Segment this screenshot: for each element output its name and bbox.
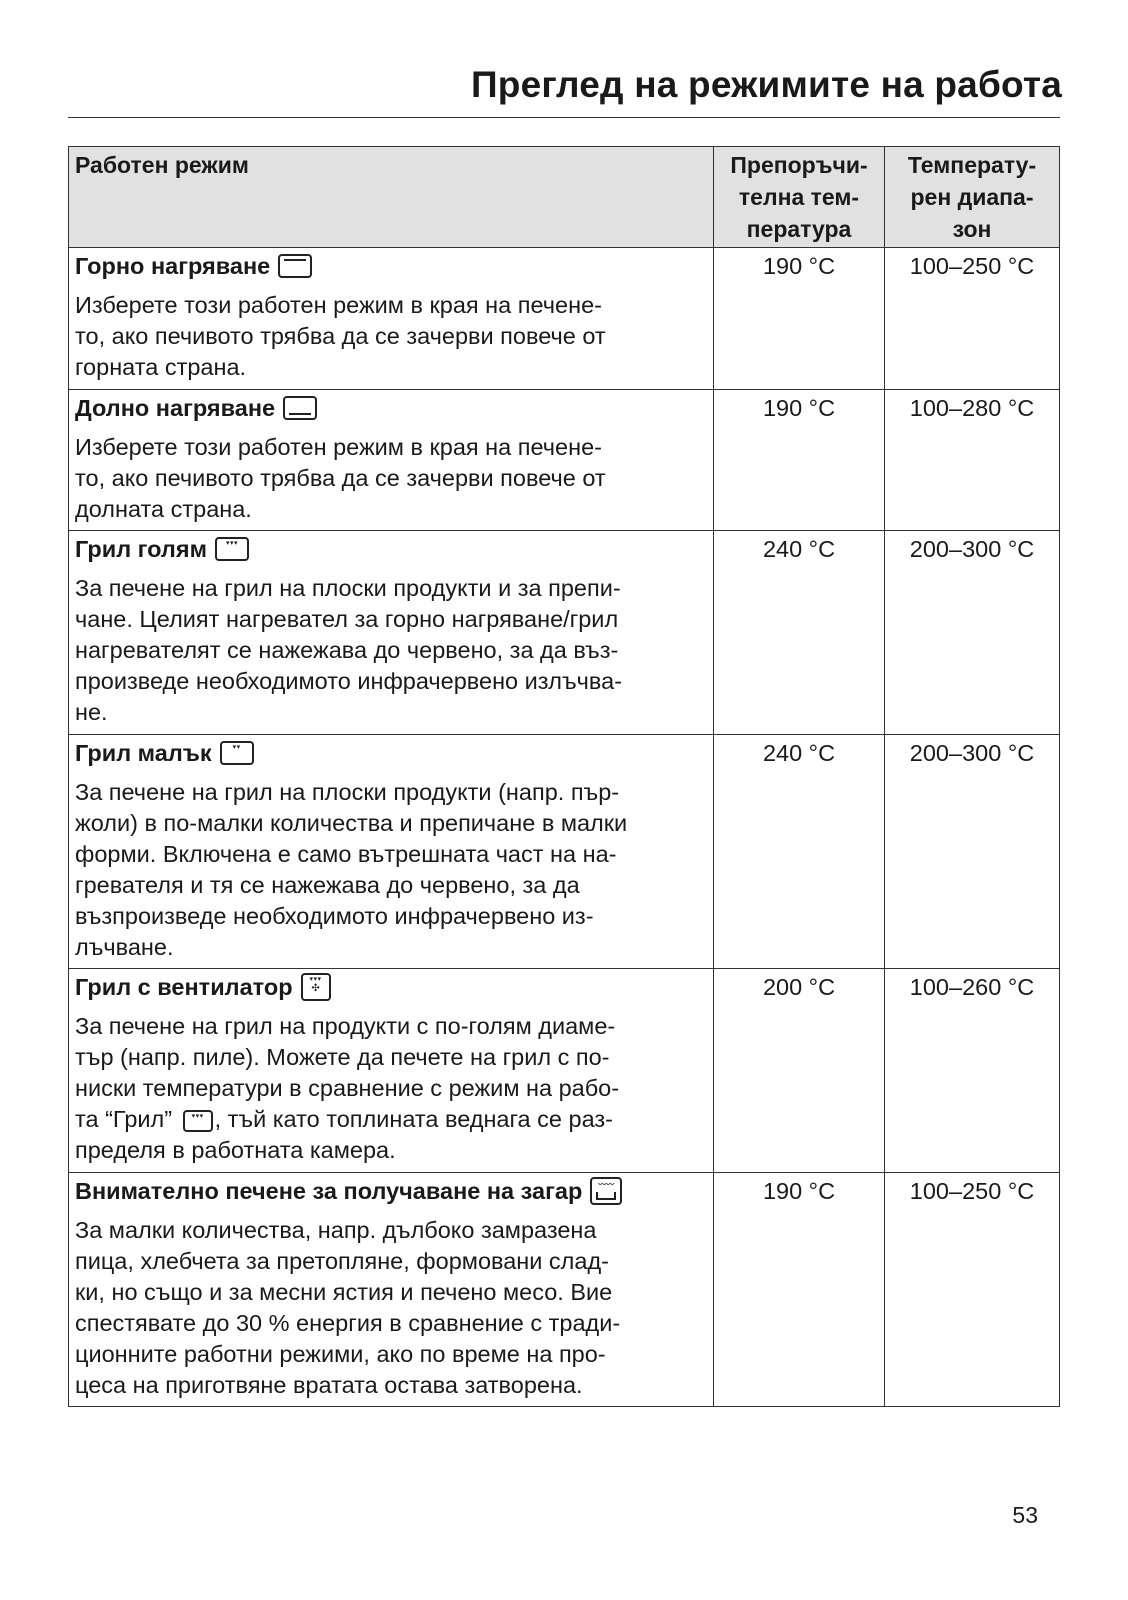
desc-line: не.: [75, 699, 108, 725]
bottom-heat-icon: [283, 396, 317, 420]
page-number: 53: [1012, 1502, 1038, 1528]
recommended-temp: 190 °C: [714, 390, 885, 531]
header-range-line: зон: [952, 216, 992, 242]
mode-description: [75, 1011, 709, 1166]
recommended-temp: 200 °C: [714, 969, 885, 1173]
recommended-temp: 240 °C: [714, 735, 885, 969]
grill-economy-icon: ▾▾: [220, 741, 254, 765]
mode-name: Грил с вентилатор: [75, 974, 293, 1000]
desc-line: ционните работни режими, ако по време на про-: [75, 1341, 606, 1367]
desc-line: чане. Целият нагревател за горно нагряване/грил: [75, 606, 619, 632]
mode-cell: [69, 390, 714, 531]
desc-line: тър (напр. пиле). Можете да печете на грил с по-: [75, 1044, 610, 1070]
desc-line: нагревателят се нажежава до червено, за да въз-: [75, 637, 619, 663]
desc-line: лъчване.: [75, 934, 174, 960]
table-row: [69, 969, 1060, 1173]
mode-name: Внимателно печене за получаване на загар: [75, 1178, 583, 1204]
fan-grill-icon: ▾▾▾ ✣: [301, 973, 331, 1001]
desc-line-with-icon: [75, 1104, 709, 1135]
mode-cell: [69, 969, 714, 1173]
table-row: [69, 531, 1060, 735]
header-mode-label: Работен режим: [75, 152, 249, 178]
recommended-temp: 190 °C: [714, 248, 885, 390]
top-heat-icon: [278, 254, 312, 278]
modes-table: [68, 146, 1060, 1407]
desc-line: форми. Включена е само вътрешната част на на-: [75, 841, 617, 867]
title-divider: [68, 117, 1060, 118]
desc-line: то, ако печивото трябва да се зачерви повече от: [75, 465, 606, 491]
grill-full-icon: ▾▾▾: [183, 1110, 213, 1132]
temp-range: 100–250 °C: [885, 1173, 1060, 1407]
mode-name: Грил голям: [75, 536, 207, 562]
mode-description: [75, 432, 709, 525]
mode-name-row: [75, 1175, 709, 1207]
desc-line: За печене на грил на плоски продукти (напр. пър-: [75, 779, 620, 805]
desc-line: произведе необходимото инфрачервено излъчва-: [75, 668, 623, 694]
desc-line: За печене на грил на продукти с по-голям диаме-: [75, 1013, 616, 1039]
desc-inline-after: , тъй като топлината веднага се раз-: [214, 1106, 613, 1132]
temp-range: 100–260 °C: [885, 969, 1060, 1173]
desc-line: За малки количества, напр. дълбоко замразена: [75, 1217, 597, 1243]
table-header-row: [69, 147, 1060, 248]
table-row: [69, 390, 1060, 531]
desc-line: гревателя и тя се нажежава до червено, за да: [75, 872, 580, 898]
mode-name-row: [75, 971, 709, 1003]
desc-line: цеса на приготвяне вратата остава затворена.: [75, 1372, 583, 1398]
mode-description: [75, 290, 709, 383]
mode-name: Грил малък: [75, 740, 212, 766]
desc-line: пица, хлебчета за претопляне, формовани слад-: [75, 1248, 610, 1274]
mode-cell: [69, 1173, 714, 1407]
mode-name-row: [75, 392, 709, 424]
table-row: [69, 1173, 1060, 1407]
mode-name: Горно нагряване: [75, 253, 271, 279]
temp-range: 100–250 °C: [885, 248, 1060, 390]
desc-line: спестявате до 30 % енергия в сравнение с тради-: [75, 1310, 621, 1336]
mode-name-row: [75, 250, 709, 282]
header-recommended-line: Препоръчи-: [730, 152, 868, 178]
mode-description: [75, 573, 709, 728]
temp-range: 200–300 °C: [885, 531, 1060, 735]
desc-line: ниски температури в сравнение с режим на рабо-: [75, 1075, 620, 1101]
desc-line: то, ако печивото трябва да се зачерви повече от: [75, 323, 606, 349]
header-mode: [69, 147, 714, 248]
desc-line: долната страна.: [75, 496, 252, 522]
desc-line: ки, но също и за месни ястия и печено месо. Вие: [75, 1279, 613, 1305]
temp-range: 100–280 °C: [885, 390, 1060, 531]
desc-line: Изберете този работен режим в края на печене-: [75, 292, 602, 318]
header-recommended-line: телна тем-: [738, 184, 860, 210]
mode-name: Долно нагряване: [75, 395, 276, 421]
desc-line: Изберете този работен режим в края на печене-: [75, 434, 602, 460]
desc-line: жоли) в по-малки количества и препичане в малки: [75, 810, 628, 836]
mode-name-row: [75, 533, 709, 565]
mode-name-row: [75, 737, 709, 769]
mode-description: [75, 1215, 709, 1401]
header-range-line: Температу-: [907, 152, 1037, 178]
header-recommended: [714, 147, 885, 248]
mode-cell: [69, 531, 714, 735]
table-row: [69, 248, 1060, 390]
desc-line: възпроизведе необходимото инфрачервено из-: [75, 903, 594, 929]
temp-range: 200–300 °C: [885, 735, 1060, 969]
desc-line: За печене на грил на плоски продукти и за препи-: [75, 575, 621, 601]
desc-inline-before: та “Грил”: [75, 1106, 179, 1132]
header-recommended-line: пература: [746, 216, 852, 242]
header-range-line: рен диапа-: [910, 184, 1034, 210]
page-title: Преглед на режимите на работа: [470, 64, 1062, 105]
intensive-bake-icon: 〰〰: [590, 1177, 622, 1205]
mode-cell: [69, 735, 714, 969]
recommended-temp: 240 °C: [714, 531, 885, 735]
desc-line: пределя в работната камера.: [75, 1137, 396, 1163]
grill-full-icon: ▾▾▾: [215, 537, 249, 561]
header-range: [885, 147, 1060, 248]
table-row: [69, 735, 1060, 969]
mode-description: [75, 777, 709, 963]
recommended-temp: 190 °C: [714, 1173, 885, 1407]
mode-cell: [69, 248, 714, 390]
desc-line: горната страна.: [75, 354, 247, 380]
